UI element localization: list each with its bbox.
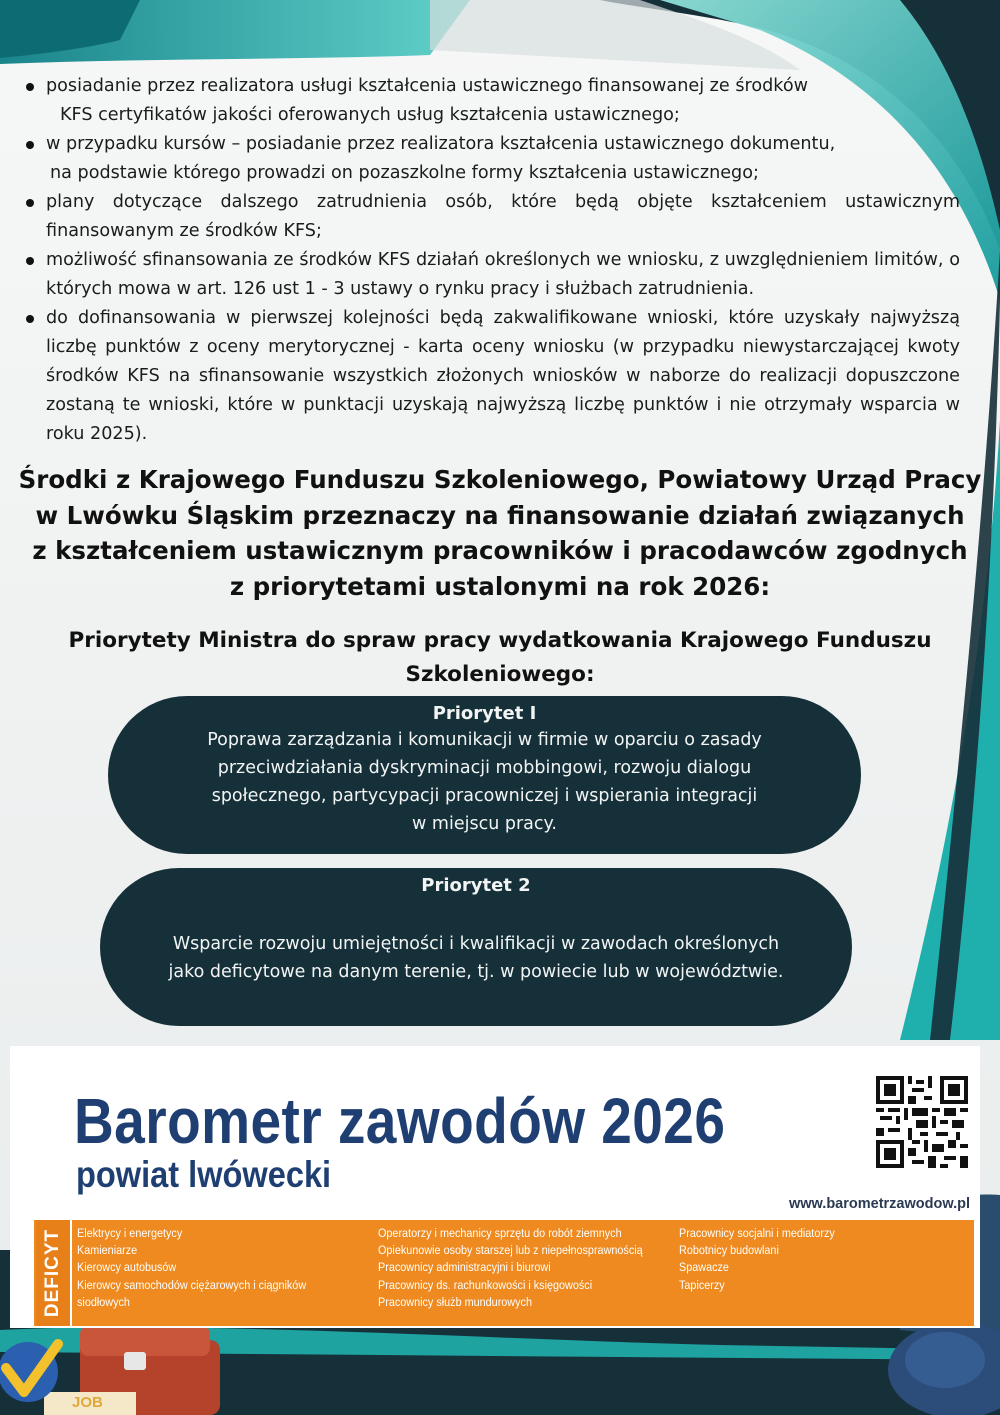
list-item [24,72,960,130]
priority-line: przeciwdziałania dyskryminacji mobbingowi, rozwoju dialogu [217,758,752,778]
priority-title: Priorytet 2 [421,875,531,896]
priority-text [108,726,861,838]
list-item: Kierowcy autobusów [77,1260,177,1275]
bullet-text: możliwość sfinansowania ze środków KFS działań określonych we wniosku, z uwzględnieniem limitów, o których mowa w art. 126 ust 1 - 3 ustawy o rynku pracy i służbach zatrudnienia. [46,250,960,299]
bullet-text-cont: na podstawie którego prowadzi on pozaszkolne formy kształcenia ustawicznego; [50,163,759,183]
barometer-title: Barometr zawodów 2026 [74,1085,726,1157]
list-item: Pracownicy służb mundurowych [378,1294,532,1309]
headline-line: w Lwówku Śląskim przeznaczy na finansowanie działań związanych [35,500,965,530]
subhead-line: Priorytety Ministra do spraw pracy wydatkowania Krajowego Funduszu [68,628,932,653]
qr-code-icon[interactable] [876,1076,968,1168]
priority-card-2 [100,868,852,1026]
list-item: Robotnicy budowlani [679,1243,779,1258]
priority-card-1 [108,696,861,854]
priority-title: Priorytet I [432,703,537,724]
headline-line: z priorytetami ustalonymi na rok 2026: [229,571,771,601]
list-item: Opiekunowie osoby starszej lub z niepełnosprawnością [378,1243,643,1258]
deficit-column-1 [77,1225,306,1311]
priority-line: Wsparcie rozwoju umiejętności i kwalifikacji w zawodach określonych [172,934,780,954]
list-item: Pracownicy socjalni i mediatorzy [679,1226,835,1240]
list-item: Tapicerzy [679,1277,725,1292]
headline-line: z kształceniem ustawicznym pracowników i pracodawców zgodnych [32,536,968,565]
deficit-label [36,1220,72,1326]
job-tag: JOB [72,1394,103,1411]
list-item: siodłowych [77,1294,130,1309]
list-item [24,246,960,304]
priority-text [100,930,852,986]
subhead-line: Szkoleniowego: [405,662,595,687]
main-headline [10,462,990,604]
headline-line: Środki z Krajowego Funduszu Szkoleniowego, Powiatowy Urząd Pracy [18,465,982,494]
barometer-subtitle: powiat lwówecki [76,1154,332,1195]
barometer-url[interactable]: www.barometrzawodow.pl [789,1196,970,1212]
list-item: Pracownicy administracyjni i biurowi [378,1260,551,1275]
list-item [24,304,960,449]
list-item: Spawacze [679,1260,729,1275]
bullet-text: posiadanie przez realizatora usługi kształcenia ustawicznego finansowanej ze środków [46,76,808,96]
list-item [24,130,960,188]
priority-line: w miejscu pracy. [412,814,557,834]
deficit-label-text: DEFICYT [42,1228,63,1318]
list-item: Elektrycy i energetycy [77,1226,183,1240]
priority-line: jako deficytowe na danym terenie, tj. w powiecie lub w województwie. [168,962,784,982]
bullet-text: do dofinansowania w pierwszej kolejności będą zakwalifikowane wnioski, które uzyskały najwyższą liczbę punktów z oceny merytorycznej - karta oceny wniosku (w przypadku niewystarczającej kwoty środków KFS na sfinansowanie wszystkich złożonych wniosków w naborze do realizacji dopuszczone zostaną te wnioski, które w punktacji uzyskają najwyższą liczbę punktów i nie otrzymały wsparcia w roku 2025). [46,308,960,444]
bullet-text: plany dotyczące dalszego zatrudnienia osób, które będą objęte kształceniem ustawicznym finansowanym ze środków KFS; [46,192,960,241]
bullet-text-cont: KFS certyfikatów jakości oferowanych usług kształcenia ustawicznego; [60,105,680,125]
list-item: Kierowcy samochodów ciężarowych i ciągników [77,1277,307,1292]
list-item [24,188,960,246]
deficit-column-2 [378,1225,643,1311]
bullet-text: w przypadku kursów – posiadanie przez realizatora kształcenia ustawicznego dokumentu, [46,134,836,154]
barometer-banner [10,1046,980,1328]
priorities-heading [20,624,980,692]
checkmark-badge-icon [0,1342,58,1402]
list-item: Pracownicy ds. rachunkowości i księgowości [378,1277,593,1292]
deficit-column-3 [679,1225,835,1294]
list-item: Operatorzy i mechanicy sprzętu do robót ziemnych [378,1226,622,1240]
priority-line: społecznego, partycypacji pracowniczej i wspierania integracji [211,786,758,806]
priority-line: Poprawa zarządzania i komunikacji w firmie w oparciu o zasady [207,730,762,750]
deficit-panel [34,1220,974,1326]
list-item: Kamieniarze [77,1243,138,1258]
requirements-list [24,72,960,449]
